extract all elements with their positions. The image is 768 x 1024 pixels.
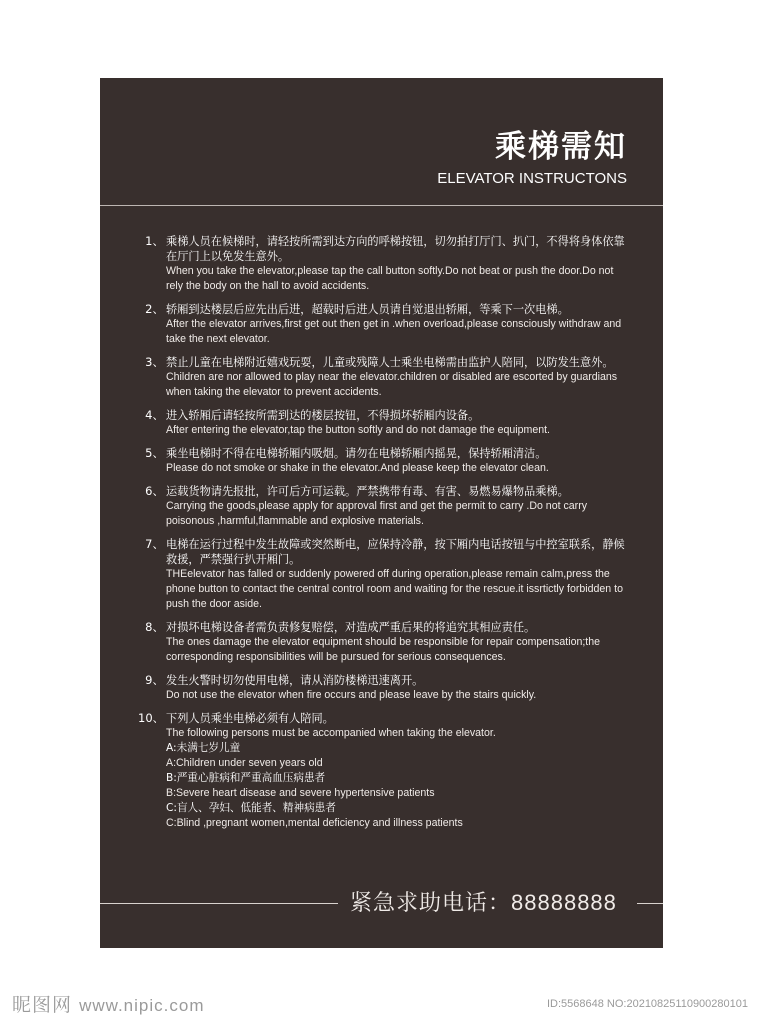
rule-text-en: The ones damage the elevator equipment should be responsible for repair compensation;the corresponding responsibilities will be pursued for serious consequences. bbox=[166, 636, 601, 663]
rule-number: 9、 bbox=[145, 673, 164, 687]
rule-sub-item-en: A:Children under seven years old bbox=[166, 757, 323, 769]
rule-body bbox=[166, 673, 630, 703]
rule-text-cn: 对损坏电梯设备者需负责修复赔偿，对造成严重后果的将追究其相应责任。 bbox=[166, 621, 536, 634]
rule-number: 8、 bbox=[145, 620, 164, 634]
nipic-watermark bbox=[12, 992, 204, 1019]
elevator-instructions-sign bbox=[100, 78, 663, 948]
rule-text-en: The following persons must be accompanied when taking the elevator. bbox=[166, 727, 496, 739]
rule-item bbox=[138, 537, 630, 612]
rule-text-en: Carrying the goods,please apply for approval first and get the permit to carry .Do not carry poisonous ,harmful,flammable and explosive materials. bbox=[166, 500, 588, 527]
sign-title-cn: 乘梯需知 bbox=[495, 129, 627, 165]
rule-number: 5、 bbox=[145, 446, 164, 460]
rule-body bbox=[166, 408, 630, 438]
rule-text-cn: 下列人员乘坐电梯必须有人陪同。 bbox=[166, 712, 334, 725]
rule-item bbox=[138, 620, 630, 665]
watermark-site: www.nipic.com bbox=[79, 996, 205, 1015]
rule-number: 3、 bbox=[145, 355, 164, 369]
rule-text-en: After the elevator arrives,first get out then get in .when overload,please consciously withdraw and take the next elevator. bbox=[166, 318, 622, 345]
rule-number: 6、 bbox=[145, 484, 164, 498]
rule-body bbox=[166, 484, 630, 529]
rule-text-cn: 发生火警时切勿使用电梯，请从消防楼梯迅速离开。 bbox=[166, 674, 424, 687]
rule-item bbox=[138, 673, 630, 703]
rule-text-cn: 轿厢到达楼层后应先出后进，超载时后进人员请自觉退出轿厢，等乘下一次电梯。 bbox=[166, 303, 569, 316]
rule-number: 1、 bbox=[145, 234, 164, 248]
rule-item bbox=[138, 484, 630, 529]
rule-item bbox=[138, 355, 630, 400]
rule-sub-item-cn: A:未满七岁儿童 bbox=[166, 742, 241, 754]
rule-number: 2、 bbox=[145, 302, 164, 316]
rule-body bbox=[166, 234, 630, 294]
emergency-phone-number: 88888888 bbox=[511, 890, 617, 915]
watermark-cn: 昵图网 bbox=[12, 994, 73, 1016]
emergency-hotline bbox=[100, 888, 663, 918]
sign-title-en: ELEVATOR INSTRUCTONS bbox=[437, 170, 627, 187]
rule-number: 7、 bbox=[145, 537, 164, 551]
title-divider bbox=[100, 205, 663, 206]
rule-number: 10、 bbox=[138, 711, 165, 725]
emergency-divider-left bbox=[100, 903, 338, 904]
rule-text-en: Children are nor allowed to play near the elevator.children or disabled are escorted by guardians when taking the elevator to prevent accidents. bbox=[166, 371, 618, 398]
rule-number: 4、 bbox=[145, 408, 164, 422]
rule-text-cn: 运载货物请先报批，许可后方可运载。严禁携带有毒、有害、易燃易爆物品乘梯。 bbox=[166, 485, 569, 498]
rule-item bbox=[138, 711, 630, 831]
rule-sub-item-en: C:Blind ,pregnant women,mental deficiency and illness patients bbox=[166, 817, 463, 829]
emergency-text bbox=[350, 888, 617, 919]
emergency-label: 紧急求助电话： bbox=[350, 891, 512, 916]
rule-text-en: THEelevator has falled or suddenly powered off during operation,please remain calm,press the phone button to contact the central control room and waiting for the rescue.it issrtictly forbidden to push the door aside. bbox=[166, 568, 623, 610]
rule-item bbox=[138, 302, 630, 347]
rule-item bbox=[138, 408, 630, 438]
rule-body bbox=[166, 711, 630, 831]
rule-text-en: Please do not smoke or shake in the elevator.And please keep the elevator clean. bbox=[166, 462, 549, 474]
rule-text-cn: 电梯在运行过程中发生故障或突然断电，应保持冷静，按下厢内电话按钮与中控室联系，静候救援，严禁强行扒开厢门。 bbox=[166, 538, 625, 566]
image-id-label: ID:5568648 NO:20210825110900280101 bbox=[546, 998, 748, 1010]
rule-body bbox=[166, 537, 630, 612]
rule-text-cn: 乘坐电梯时不得在电梯轿厢内吸烟。请勿在电梯轿厢内摇晃，保持轿厢清洁。 bbox=[166, 447, 547, 460]
rules-list bbox=[138, 234, 630, 839]
rule-text-en: Do not use the elevator when fire occurs and please leave by the stairs quickly. bbox=[166, 689, 537, 701]
rule-text-cn: 禁止儿童在电梯附近嬉戏玩耍，儿童或残障人士乘坐电梯需由监护人陪同，以防发生意外。 bbox=[166, 356, 614, 369]
rule-text-cn: 进入轿厢后请轻按所需到达的楼层按钮，不得损坏轿厢内设备。 bbox=[166, 409, 480, 422]
rule-body bbox=[166, 355, 630, 400]
emergency-divider-right bbox=[637, 903, 663, 904]
rule-item bbox=[138, 446, 630, 476]
rule-text-en: When you take the elevator,please tap the call button softly.Do not beat or push the door.Do not rely the body on the hall to avoid accidents. bbox=[166, 265, 614, 292]
rule-item bbox=[138, 234, 630, 294]
rule-body bbox=[166, 620, 630, 665]
rule-sub-item-cn: B:严重心脏病和严重高血压病患者 bbox=[166, 772, 326, 784]
rule-text-cn: 乘梯人员在候梯时，请轻按所需到达方向的呼梯按钮，切勿拍打厅门、扒门，不得将身体依靠在厅门上以免发生意外。 bbox=[166, 235, 625, 263]
rule-sub-item-cn: C:盲人、孕妇、低能者、精神病患者 bbox=[166, 802, 336, 814]
rule-text-en: After entering the elevator,tap the button softly and do not damage the equipment. bbox=[166, 424, 550, 436]
rule-sub-item-en: B:Severe heart disease and severe hypertensive patients bbox=[166, 787, 435, 799]
rule-body bbox=[166, 302, 630, 347]
rule-body bbox=[166, 446, 630, 476]
